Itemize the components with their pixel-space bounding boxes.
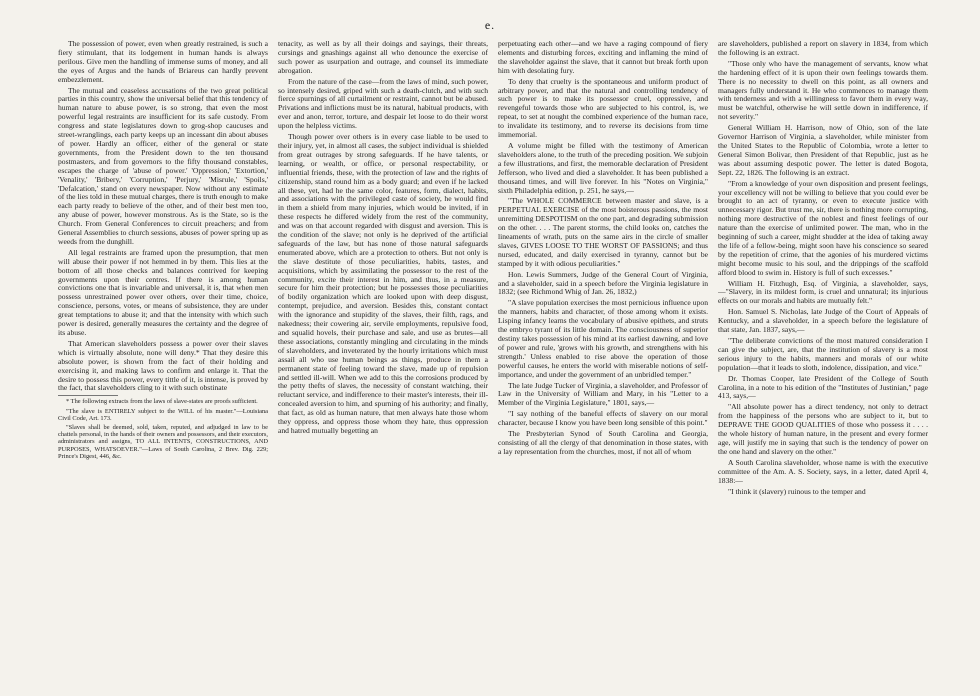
quotation: "From a knowledge of your own disposition and present feelings, your excellency will not be willing to believe that you could ever be brought to an act of tyranny, or even to execute justice with unnecessary rigor. But trust me, sir, there is nothing more corrupting, nothing more destructive of the noblest and finest feelings of our nature than the exercise of unlimited power. The man, who in the beginning of such a career, might shudder at the idea of taking away the life of a fellow-being, might soon have his conscience so seared by the repetition of crime, that the agonies of his murdered victims might become music to his soul, and the drippings of the scaffold afford blood to swim in. History is full of such excesses.": [718, 178, 928, 277]
quotation: "The WHOLE COMMERCE between master and slave, is a PERPETUAL EXERCISE of the most boisterous passions, the most unremitting DESPOTISM on the one part, and degrading submission on the other. . . . The parent storms, the child looks on, catches the lineaments of wrath, puts on the same airs in the circle of smaller slaves, GIVES LOOSE TO THE WORST OF PASSIONS; and thus nursed, educated, and daily exercised in tyranny, cannot but be stamped by it with odious peculiarities.": [498, 196, 708, 268]
paragraph: From the nature of the case—from the laws of mind, such power, so intensely desired, griped with such a death-clutch, and with such fierce spurnings of all curtailment or restraint, cannot but be abused. Privations and inflictions must be its natural, habitual products, with ever and anon, terror, torture, and despair let loose to do their worst upon the helpless victims.: [278, 76, 488, 131]
column-1: [58, 40, 268, 680]
quotation: "All absolute power has a direct tendency, not only to detract from the happiness of the persons who are subject to it, but to DEPRAVE THE GOOD QUALITIES of those who possess it . . . . the whole history of human nature, in the present and every former age, will justify me in saying that such is the tendency of power on the one hand and slavery on the other.": [718, 402, 928, 456]
footnote: "Slaves shall be deemed, sold, taken, reputed, and adjudged in law to be chattels personal, in the hands of their owners and possessors, and their executors, administrators and assigns, TO ALL INTENTS, CONSTRUCTIONS, AND PURPOSES, WHATSOEVER."—Laws of South Carolina, 2 Brev. Dig. 229; Prince's Digest, 446, &c.: [58, 423, 268, 460]
paragraph: That American slaveholders possess a power over their slaves which is virtually absolute, none will deny.* That they desire this absolute power, is shown from the fact of their holding and exercising it, and making laws to confirm and enlarge it. That the desire to possess this power, every tittle of it, is intense, is proved by the fact, that slaveholders cling to it with such obstinate: [58, 338, 268, 393]
page-marker: e.: [484, 18, 496, 32]
footnote-divider: [58, 395, 118, 396]
paragraph: tenacity, as well as by all their doings and sayings, their threats, cursings and gnashings against all who denounce the exercise of such power as usurpation and outrage, and counsel its immediate abrogation.: [278, 40, 488, 75]
paragraph: Hon. Lewis Summers, Judge of the General Court of Virginia, and a slaveholder, said in a speech before the Virginia legislature in 1832; (see Richmond Whig of Jan. 26, 1832,): [498, 269, 708, 297]
paragraph: General William H. Harrison, now of Ohio, son of the late Governor Harrison of Virginia, a slaveholder, while minister from the United States to the Republic of Colombia, wrote a letter to General Simon Bolivar, then President of that Republic, just as he was about assuming despotic power. The letter is dated Bogota, Sept. 22, 1826. The following is an extract.: [718, 123, 928, 177]
paragraph: The Presbyterian Synod of South Carolina and Georgia, consisting of all the clergy of that denomination in those states, with a lay representation from the churches, most, if not all of whom: [498, 429, 708, 456]
paragraph: The late Judge Tucker of Virginia, a slaveholder, and Professor of Law in the University of William and Mary, in his "Letter to a Member of the Virginia Legislature," 1801, says,—: [498, 380, 708, 408]
paragraph: All legal restraints are framed upon the presumption, that men will abuse their power if not hemmed in by them. This lies at the bottom of all those checks and balances contrived for keeping governments upon their centres. If there is among human convictions one that is invariable and universal, it is, that when men possess unrestrained power over others, over their time, choice, conscience, persons, votes, or means of subsistence, they are under great temptations to abuse it; and that the intensity with which such power is desired, generally measures the certainty and the degree of its abuse.: [58, 247, 268, 337]
column-3: [498, 40, 708, 680]
paragraph: perpetuating each other—and we have a raging compound of fiery elements and disturbing forces, exciting and inflaming the mind of the slaveholder against the slave, that it cannot but break forth upon him with desolating fury.: [498, 40, 708, 75]
column-4: [718, 40, 928, 680]
paragraph: Dr. Thomas Cooper, late President of the College of South Carolina, in a note to his edition of the "Institutes of Justinian," page 413, says,—: [718, 373, 928, 401]
paragraph: To deny that cruelty is the spontaneous and uniform product of arbitrary power, and that the natural and controlling tendency of such power is to make its possessor cruel, oppressive, and revengeful towards those who are subjected to his control, is, we repeat, to set at nought the combined experience of the human race, to invalidate its testimony, and to reverse its decisions from time immemorial.: [498, 76, 708, 140]
paragraph: William H. Fitzhugh, Esq. of Virginia, a slaveholder, says,—"Slavery, in its mildest form, is cruel and unnatural; its injurious effects on our morals and habits are mutually felt.": [718, 278, 928, 306]
paragraph: are slaveholders, published a report on slavery in 1834, from which the following is an extract.: [718, 40, 928, 57]
footnote: * The following extracts from the laws of slave-states are proofs sufficient.: [66, 398, 258, 406]
quotation: "I say nothing of the baneful effects of slavery on our moral character, because I know you have been long sensible of this point.": [498, 409, 708, 428]
quotation: "Those only who have the management of servants, know what the hardening effect of it is upon their own feelings towards them. There is no necessity to dwell on this point, as all owners and managers fully understand it. He who commences to manage them with tenderness and with a willingness to favor them in every way, must be watchful, otherwise he will settle down in indifference, if not severity.": [718, 58, 928, 122]
quotation: "A slave population exercises the most pernicious influence upon the manners, habits and character, of those among whom it exists. Lisping infancy learns the vocabulary of abusive epithets, and struts the embryo tyrant of its little domain. The consciousness of superior destiny takes possession of his mind at its earliest dawning, and love of power and rule, 'grows with his growth, and strengthens with his strength.' Unless enabled to rise above the operation of those powerful causes, he enters the world with miserable notions of self-importance, and under the government of an unbridled temper.": [498, 298, 708, 379]
paragraph: Hon. Samuel S. Nicholas, late Judge of the Court of Appeals of Kentucky, and a slaveholder, in a speech before the legislature of that state, Jan. 1837, says,—: [718, 307, 928, 335]
paragraph: A South Carolina slaveholder, whose name is with the executive committee of the Am. A. S. Society, says, in a letter, dated April 4, 1838:—: [718, 457, 928, 485]
paragraph: A volume might be filled with the testimony of American slaveholders alone, to the truth of the preceding position. We subjoin a few illustrations, and first, the memorable declaration of President Jefferson, who lived and died a slaveholder. It has been published a thousand times, and will live forever. In his "Notes on Virginia," sixth Philadelphia edition, p. 251, he says,—: [498, 140, 708, 195]
footnote: "The slave is ENTIRELY subject to the WILL of his master."—Louisiana Civil Code, Art. 173.: [58, 407, 268, 422]
paragraph: The possession of power, even when greatly restrained, is such a fiery stimulant, that its lodgement in human hands is always perilous. Give men the handling of immense sums of money, and all the eyes of Argus and the hands of Briareus can hardly prevent embezzlement.: [58, 40, 268, 84]
column-2: [278, 40, 488, 680]
quotation: "The deliberate convictions of the most matured consideration I can give the subject, are, that the institution of slavery is a most serious injury to the habits, manners and morals of our white population—that it leads to sloth, indolence, dissipation, and vice.": [718, 336, 928, 372]
paragraph: Though power over others is in every case liable to be used to their injury, yet, in almost all cases, the subject individual is shielded from great outrages by strong safeguards. If he have talents, or learning, or wealth, or office, or personal respectability, or influential friends, these, with the protection of law and the rights of citizenship, stand round him as a body guard; and even if he lacked all these, yet, had he the same color, features, form, dialect, habits, and associations with the privileged caste of society, he would find in them a shield from many injuries, which would be invited, if in these respects he differed widely from the rest of the community, and was on that account regarded with disgust and aversion. This is the condition of the slave; not only is he deprived of the artificial safeguards of the law, but has none of those natural safeguards enumerated above, which are a protection to others. But not only is the slave destitute of those peculiarities, habits, tastes, and acquisitions, which by assimilating the possessor to the rest of the community, excite their interest in him, and thus, in a measure, secure for him their protection; but he possesses those peculiarities of bodily organization which are looked upon with deep disgust, contempt, prejudice, and aversion. Besides this, constant contact with the ignorance and stupidity of the slaves, their filth, rags, and nakedness; their cowering air, servile employments, repulsive food, and squalid hovels, their purchase and sale, and use as brutes—all these associations, constantly mingling and circulating in the minds of slaveholders, and inveterated by the hourly irritations which must assail all who use human beings as things, produce in them a permanent state of feeling toward the slave, made up of repulsion and settled ill-will. When we add to this the corrosions produced by the petty thefts of slaves, the necessity of constant watching, their reluctant service, and indifference to their master's interests, their ill-concealed aversion to him, and spurning of his authority; and finally, that fact, as old as human nature, that men always hate those whom they oppress, and oppress those whom they hate, thus oppression and hatred mutually begetting an: [278, 132, 488, 435]
paragraph: The mutual and ceaseless accusations of the two great political parties in this country, show the universal belief that this tendency of human nature to abuse power, is so strong, that even the most powerful legal restraints are insufficient for its safe custody. From congress and state legislatures down to grog-shop caucuses and street-wranglings, each party keeps up an incessant din about abuses of power. Hardly an officer, either of the general or state governments, from the President down to the ten thousand postmasters, and from governors to the fifty thousand constables, escapes the charge of 'abuse of power.' 'Oppression,' 'Extortion,' 'Venality,' 'Bribery,' 'Corruption,' 'Perjury,' 'Misrule,' 'Spoils,' 'Defalcation,' stand on every newspaper. Now without any estimate of the lies told in these mutual charges, there is truth enough to make each party ready to believe of the other, and of their best men too, any abuse of power, however monstrous. As is the State, so is the Church. From General Conferences to circuit preachers; and from General Assemblies to church sessions, abuses of power spring up as weeds from the dunghill.: [58, 85, 268, 246]
text-columns: [58, 40, 938, 680]
quotation: "I think it (slavery) ruinous to the temper and: [728, 486, 866, 496]
